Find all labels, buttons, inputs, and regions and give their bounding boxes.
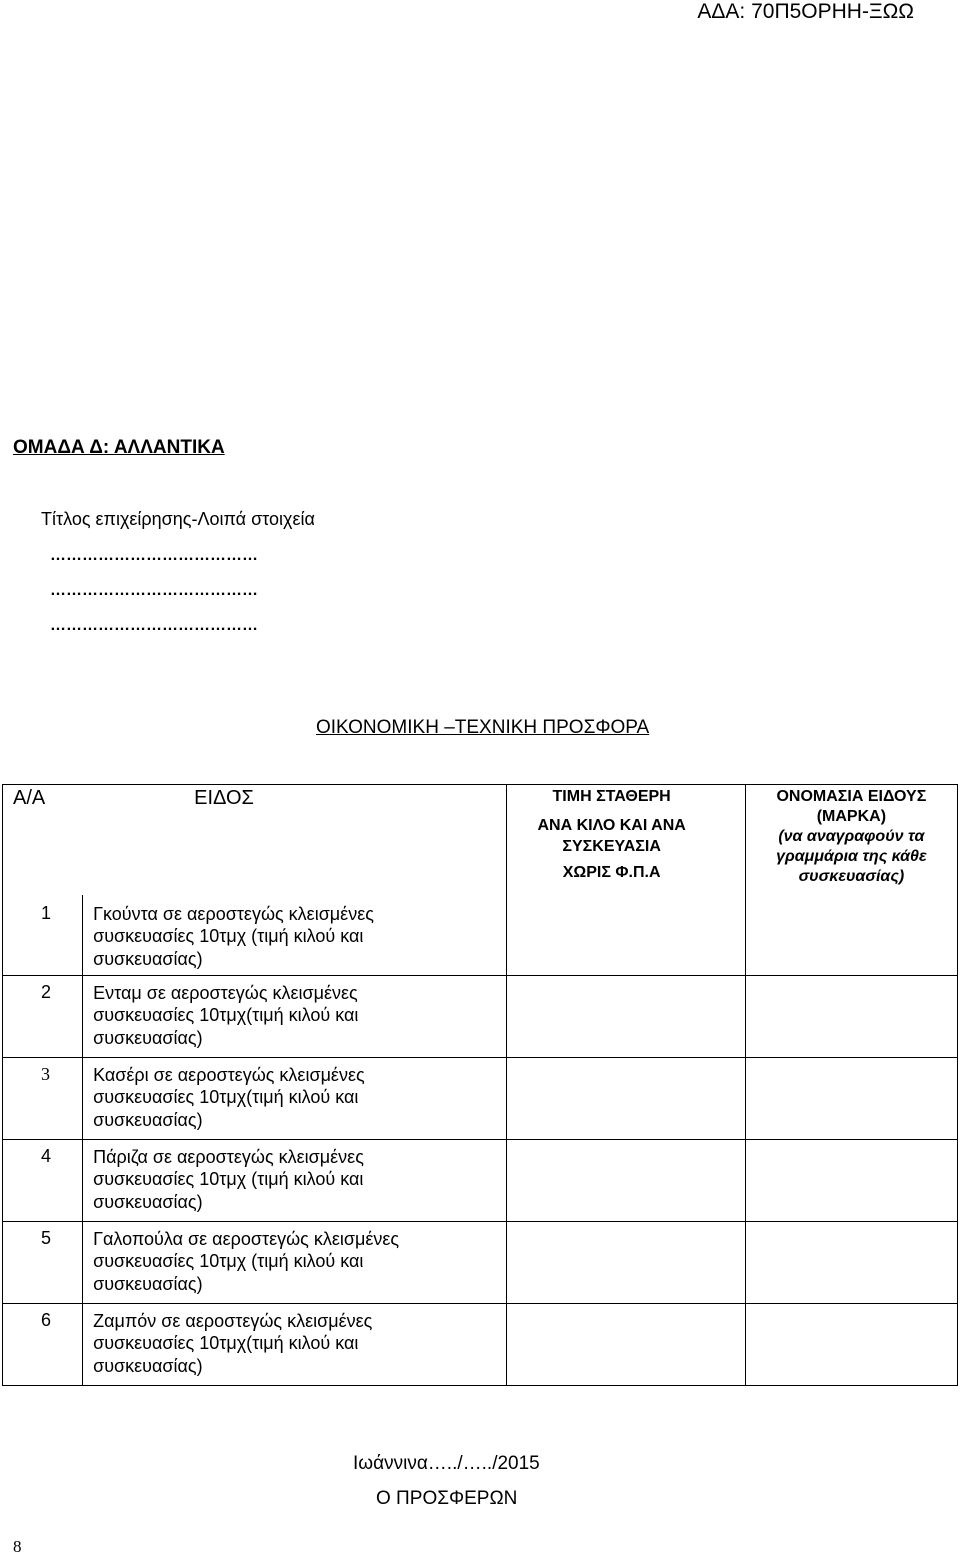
row-description: Ενταμ σε αεροστεγώς κλεισμένες συσκευασίες 10τμχ(τιμή κιλού και συσκευασίας) <box>83 975 506 1057</box>
table-row <box>3 1057 958 1139</box>
header-price-line2: ΑΝΑ ΚΙΛΟ ΚΑΙ ΑΝΑ ΣΥΣΚΕΥΑΣΙΑ <box>537 816 686 855</box>
brand-cell[interactable] <box>745 1139 957 1221</box>
row-description: Κασέρι σε αεροστεγώς κλεισμένες συσκευασίες 10τμχ(τιμή κιλού και συσκευασίας) <box>83 1057 506 1139</box>
row-description: Ζαμπόν σε αεροστεγώς κλεισμένες συσκευασίες 10τμχ(τιμή κιλού και συσκευασίας) <box>83 1303 506 1385</box>
table-row <box>3 1139 958 1221</box>
header-name-line1: ΟΝΟΜΑΣΙΑ ΕΙΔΟΥΣ (ΜΑΡΚΑ) <box>776 788 927 825</box>
brand-cell[interactable] <box>745 1303 957 1385</box>
dotted-line-2: ………………………………… <box>50 582 258 599</box>
table-row <box>3 1303 958 1385</box>
row-number: 4 <box>3 1139 83 1221</box>
row-description: Πάριζα σε αεροστεγώς κλεισμένες συσκευασίες 10τμχ (τιμή κιλού και συσκευασίας) <box>83 1139 506 1221</box>
offerer-label: Ο ΠΡΟΣΦΕΡΩΝ <box>376 1488 518 1509</box>
row-number: 5 <box>3 1221 83 1303</box>
business-label: Τίτλος επιχείρησης-Λοιπά στοιχεία <box>41 509 315 529</box>
header-eidos: ΕΙΔΟΣ <box>83 785 506 895</box>
page-number: 8 <box>13 1537 22 1556</box>
brand-cell[interactable] <box>745 1057 957 1139</box>
price-cell[interactable] <box>506 1139 745 1221</box>
date-line: Ιωάννινα…../…../2015 <box>353 1453 540 1474</box>
header-price-line3: ΧΩΡΙΣ Φ.Π.Α <box>562 864 661 882</box>
table-row <box>3 1221 958 1303</box>
row-description: Γκούντα σε αεροστεγώς κλεισμένες συσκευασίες 10τμχ (τιμή κιλού και συσκευασίας) <box>83 895 506 976</box>
row-number: 2 <box>3 975 83 1057</box>
offer-title: ΟΙΚΟΝΟΜΙΚΗ –ΤΕΧΝΙΚΗ ΠΡΟΣΦΟΡΑ <box>316 717 650 738</box>
price-cell[interactable] <box>506 1221 745 1303</box>
header-price <box>506 785 745 976</box>
dotted-line-1: ………………………………… <box>50 547 258 564</box>
price-cell[interactable] <box>506 975 745 1057</box>
table-row <box>3 975 958 1057</box>
price-cell[interactable] <box>506 1057 745 1139</box>
table-header-row <box>3 785 958 895</box>
offer-table <box>2 784 958 1386</box>
brand-cell[interactable] <box>745 975 957 1057</box>
row-description: Γαλοπούλα σε αεροστεγώς κλεισμένες συσκευασίες 10τμχ (τιμή κιλού και συσκευασίας) <box>83 1221 506 1303</box>
group-title: ΟΜΑΔΑ Δ: ΑΛΛΑΝΤΙΚΑ <box>13 437 225 458</box>
header-aa: Α/Α <box>3 785 83 895</box>
brand-cell[interactable] <box>745 1221 957 1303</box>
dotted-line-3: ………………………………… <box>50 617 258 634</box>
header-name <box>745 785 957 976</box>
price-cell[interactable] <box>506 1303 745 1385</box>
header-price-line1: ΤΙΜΗ ΣΤΑΘΕΡΗ <box>552 788 671 805</box>
header-name-line2: (να αναγραφούν τα γραμμάρια της κάθε συσκευασίας) <box>776 828 927 885</box>
row-number: 1 <box>3 895 83 976</box>
ada-code: ΑΔΑ: 70Π5ΟΡΗΗ-ΞΩΩ <box>697 0 914 23</box>
row-number: 3 <box>3 1057 83 1139</box>
row-number: 6 <box>3 1303 83 1385</box>
